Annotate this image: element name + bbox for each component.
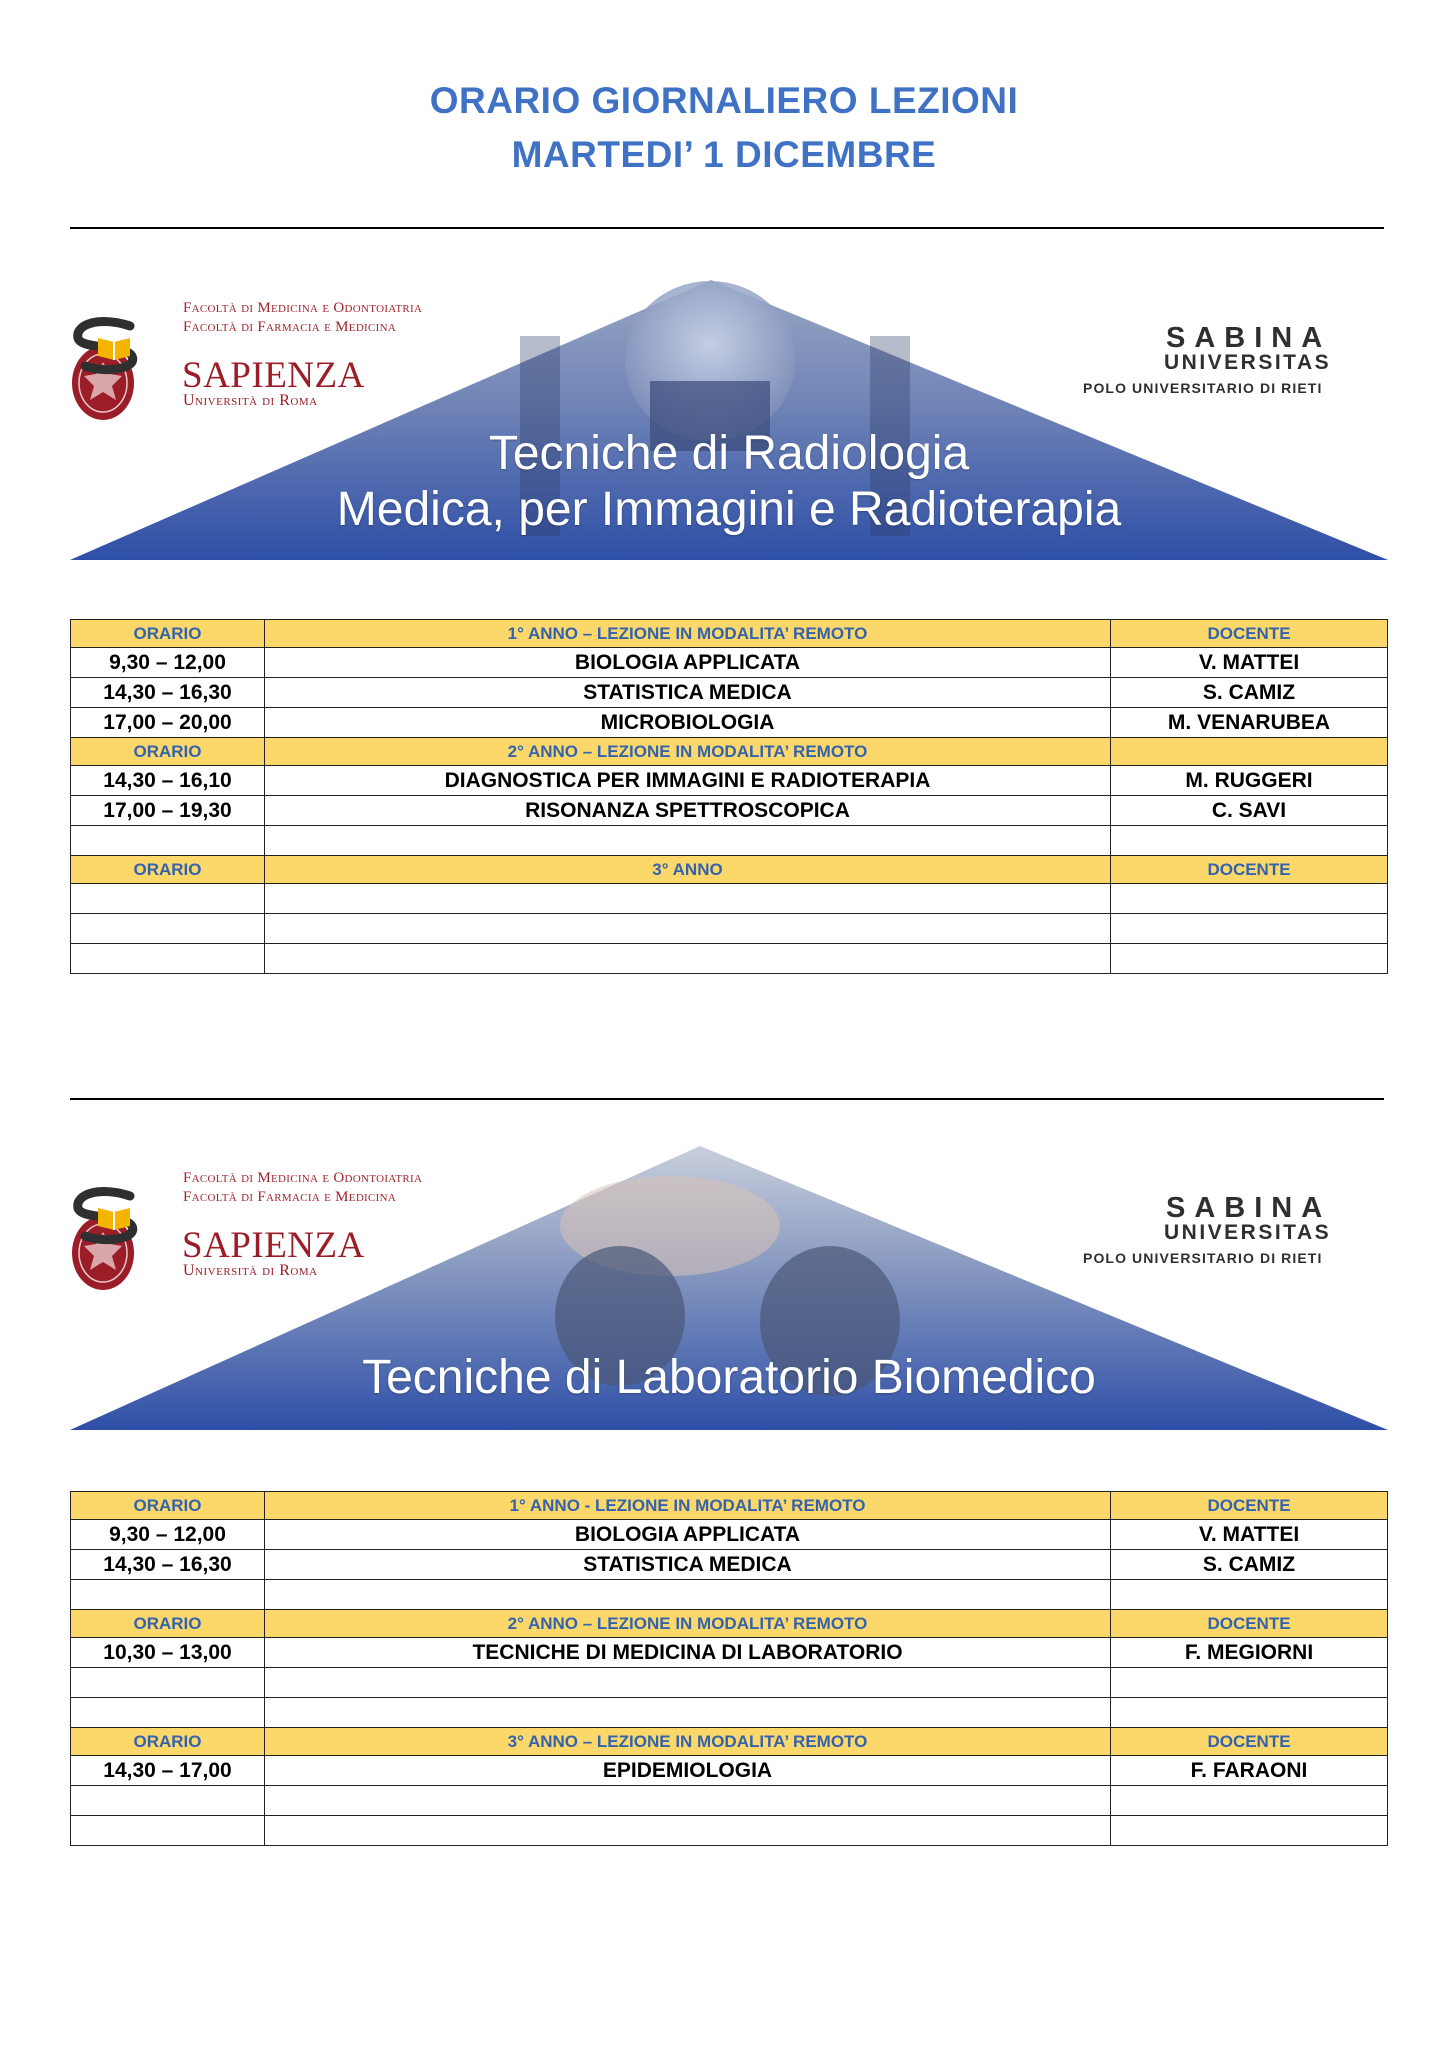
time-cell	[71, 1580, 265, 1610]
sabina-title: SABINA	[1166, 1192, 1332, 1224]
table-row	[71, 1580, 1388, 1610]
teacher-cell	[1111, 884, 1388, 914]
table-header-row	[71, 1728, 1388, 1756]
table-row	[71, 944, 1388, 974]
header-teacher-cell: DOCENTE	[1111, 620, 1388, 648]
header-time-cell: ORARIO	[71, 1610, 265, 1638]
teacher-cell	[1111, 1668, 1388, 1698]
course-cell: DIAGNOSTICA PER IMMAGINI E RADIOTERAPIA	[265, 766, 1111, 796]
header-teacher-cell	[1111, 738, 1388, 766]
course-cell	[265, 826, 1111, 856]
course-cell: MICROBIOLOGIA	[265, 708, 1111, 738]
teacher-cell	[1111, 1580, 1388, 1610]
teacher-cell: F. FARAONI	[1111, 1756, 1388, 1786]
course-cell: STATISTICA MEDICA	[265, 678, 1111, 708]
header-teacher-cell: DOCENTE	[1111, 1492, 1388, 1520]
teacher-cell: F. MEGIORNI	[1111, 1638, 1388, 1668]
table-header-row	[71, 1492, 1388, 1520]
page-date: MARTEDI’ 1 DICEMBRE	[511, 134, 937, 175]
table-row	[71, 766, 1388, 796]
sabina-subtitle: UNIVERSITAS	[1164, 1221, 1332, 1244]
header-course-cell: 1° ANNO - LEZIONE IN MODALITA’ REMOTO	[265, 1492, 1111, 1520]
banner-radiologia	[70, 276, 1388, 566]
course-cell	[265, 1816, 1111, 1846]
course-cell: TECNICHE DI MEDICINA DI LABORATORIO	[265, 1638, 1111, 1668]
table-row	[71, 648, 1388, 678]
time-cell	[71, 1786, 265, 1816]
time-cell	[71, 1668, 265, 1698]
teacher-cell	[1111, 826, 1388, 856]
teacher-cell	[1111, 944, 1388, 974]
teacher-cell: V. MATTEI	[1111, 648, 1388, 678]
sapienza-name: SAPIENZA	[182, 1225, 365, 1266]
divider-line	[70, 1098, 1384, 1100]
header-course-cell: 3° ANNO – LEZIONE IN MODALITA’ REMOTO	[265, 1728, 1111, 1756]
teacher-cell: S. CAMIZ	[1111, 678, 1388, 708]
table-row	[71, 1816, 1388, 1846]
table-header-row	[71, 738, 1388, 766]
sabina-title: SABINA	[1166, 322, 1332, 354]
header-course-cell: 2° ANNO – LEZIONE IN MODALITA’ REMOTO	[265, 1610, 1111, 1638]
course-cell	[265, 914, 1111, 944]
header-teacher-cell: DOCENTE	[1111, 1610, 1388, 1638]
course-cell	[265, 1580, 1111, 1610]
time-cell: 14,30 – 16,30	[71, 1550, 265, 1580]
sabina-book-logo-icon	[70, 1186, 160, 1246]
table-row	[71, 1668, 1388, 1698]
header-teacher-cell: DOCENTE	[1111, 856, 1388, 884]
course-title: Tecniche di Laboratorio Biomedico	[362, 1351, 1096, 1404]
course-cell	[265, 1668, 1111, 1698]
page-title: ORARIO GIORNALIERO LEZIONI	[429, 80, 1019, 121]
schedule-table-laboratorio	[70, 1491, 1388, 1846]
time-cell	[71, 1698, 265, 1728]
table-row	[71, 1550, 1388, 1580]
teacher-cell	[1111, 1816, 1388, 1846]
time-cell	[71, 914, 265, 944]
time-cell: 14,30 – 16,10	[71, 766, 265, 796]
sapienza-name: SAPIENZA	[182, 355, 365, 396]
table-row	[71, 1520, 1388, 1550]
header-time-cell: ORARIO	[71, 620, 265, 648]
faculty-line-1: Facoltà di Medicina e Odontoiatria	[183, 1170, 423, 1186]
faculty-line-2: Facoltà di Farmacia e Medicina	[183, 1189, 397, 1205]
time-cell	[71, 884, 265, 914]
teacher-cell: S. CAMIZ	[1111, 1550, 1388, 1580]
course-cell	[265, 1698, 1111, 1728]
course-title-line-1: Tecniche di Radiologia	[488, 427, 970, 480]
sapienza-subtitle: Università di Roma	[183, 1262, 318, 1279]
course-cell: RISONANZA SPETTROSCOPICA	[265, 796, 1111, 826]
teacher-cell: V. MATTEI	[1111, 1520, 1388, 1550]
time-cell	[71, 944, 265, 974]
schedule-table-radiologia	[70, 619, 1388, 974]
time-cell: 14,30 – 16,30	[71, 678, 265, 708]
course-cell	[265, 944, 1111, 974]
teacher-cell: C. SAVI	[1111, 796, 1388, 826]
table-row	[71, 914, 1388, 944]
faculty-line-2: Facoltà di Farmacia e Medicina	[183, 319, 397, 335]
table-row	[71, 708, 1388, 738]
teacher-cell	[1111, 1698, 1388, 1728]
teacher-cell	[1111, 914, 1388, 944]
sabina-polo: POLO UNIVERSITARIO DI RIETI	[1083, 1250, 1323, 1266]
sabina-book-logo-icon	[70, 316, 160, 376]
time-cell	[71, 826, 265, 856]
header-course-cell: 3° ANNO	[265, 856, 1111, 884]
header-time-cell: ORARIO	[71, 738, 265, 766]
header-course-cell: 1° ANNO – LEZIONE IN MODALITA’ REMOTO	[265, 620, 1111, 648]
table-header-row	[71, 856, 1388, 884]
header-time-cell: ORARIO	[71, 1728, 265, 1756]
table-row	[71, 1638, 1388, 1668]
table-header-row	[71, 620, 1388, 648]
course-cell: EPIDEMIOLOGIA	[265, 1756, 1111, 1786]
header-time-cell: ORARIO	[71, 1492, 265, 1520]
header-time-cell: ORARIO	[71, 856, 265, 884]
time-cell	[71, 1816, 265, 1846]
sabina-polo: POLO UNIVERSITARIO DI RIETI	[1083, 380, 1323, 396]
table-row	[71, 1698, 1388, 1728]
table-row	[71, 1786, 1388, 1816]
banner-laboratorio	[70, 1146, 1388, 1436]
table-header-row	[71, 1610, 1388, 1638]
time-cell: 17,00 – 19,30	[71, 796, 265, 826]
course-cell	[265, 884, 1111, 914]
time-cell: 10,30 – 13,00	[71, 1638, 265, 1668]
header-teacher-cell: DOCENTE	[1111, 1728, 1388, 1756]
course-cell: BIOLOGIA APPLICATA	[265, 1520, 1111, 1550]
teacher-cell	[1111, 1786, 1388, 1816]
sapienza-subtitle: Università di Roma	[183, 392, 318, 409]
table-row	[71, 826, 1388, 856]
time-cell: 14,30 – 17,00	[71, 1756, 265, 1786]
course-cell	[265, 1786, 1111, 1816]
time-cell: 17,00 – 20,00	[71, 708, 265, 738]
sabina-subtitle: UNIVERSITAS	[1164, 351, 1332, 374]
faculty-line-1: Facoltà di Medicina e Odontoiatria	[183, 300, 423, 316]
teacher-cell: M. VENARUBEA	[1111, 708, 1388, 738]
teacher-cell: M. RUGGERI	[1111, 766, 1388, 796]
table-row	[71, 678, 1388, 708]
table-row	[71, 884, 1388, 914]
divider-line	[70, 227, 1384, 229]
course-cell: STATISTICA MEDICA	[265, 1550, 1111, 1580]
course-title-line-2: Medica, per Immagini e Radioterapia	[336, 483, 1122, 536]
time-cell: 9,30 – 12,00	[71, 648, 265, 678]
time-cell: 9,30 – 12,00	[71, 1520, 265, 1550]
table-row	[71, 796, 1388, 826]
course-cell: BIOLOGIA APPLICATA	[265, 648, 1111, 678]
header-course-cell: 2° ANNO – LEZIONE IN MODALITA’ REMOTO	[265, 738, 1111, 766]
table-row	[71, 1756, 1388, 1786]
